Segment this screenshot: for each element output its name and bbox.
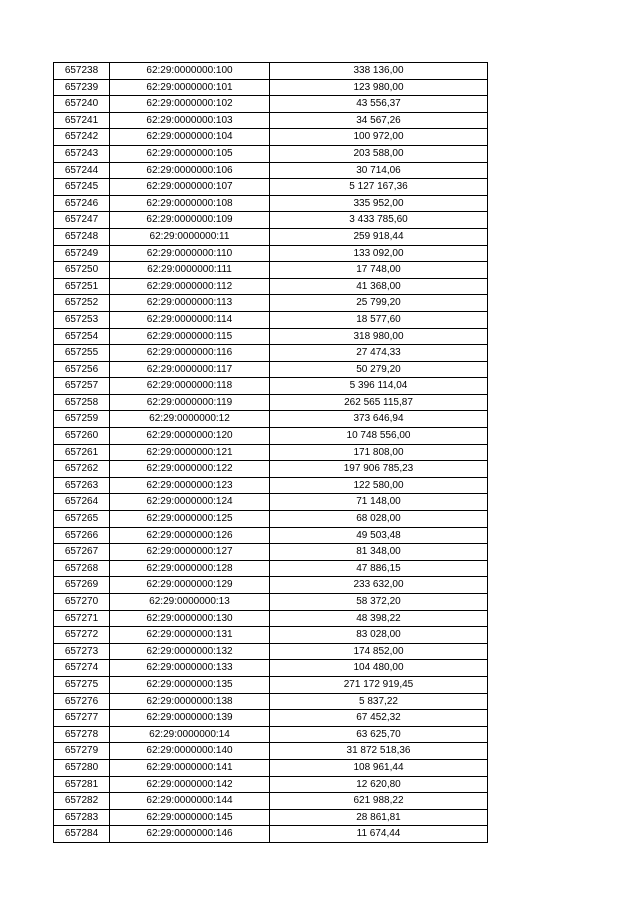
cadastral-number-cell: 62:29:0000000:107 xyxy=(110,179,270,196)
row-number-cell: 657247 xyxy=(54,212,110,229)
cadastral-value-cell: 50 279,20 xyxy=(270,361,488,378)
row-number-cell: 657263 xyxy=(54,477,110,494)
row-number-cell: 657252 xyxy=(54,295,110,312)
table-row xyxy=(54,826,488,843)
row-number-cell: 657281 xyxy=(54,776,110,793)
cadastral-number-cell: 62:29:0000000:102 xyxy=(110,96,270,113)
table-row xyxy=(54,693,488,710)
cadastral-number-cell: 62:29:0000000:120 xyxy=(110,428,270,445)
table-row xyxy=(54,361,488,378)
table-row xyxy=(54,96,488,113)
cadastral-number-cell: 62:29:0000000:122 xyxy=(110,461,270,478)
row-number-cell: 657260 xyxy=(54,428,110,445)
cadastral-value-cell: 71 148,00 xyxy=(270,494,488,511)
cadastral-value-cell: 17 748,00 xyxy=(270,262,488,279)
row-number-cell: 657265 xyxy=(54,511,110,528)
cadastral-number-cell: 62:29:0000000:109 xyxy=(110,212,270,229)
cadastral-number-cell: 62:29:0000000:108 xyxy=(110,195,270,212)
cadastral-value-cell: 43 556,37 xyxy=(270,96,488,113)
row-number-cell: 657273 xyxy=(54,643,110,660)
cadastral-value-cell: 5 127 167,36 xyxy=(270,179,488,196)
table-row xyxy=(54,643,488,660)
cadastral-number-cell: 62:29:0000000:114 xyxy=(110,311,270,328)
table-row xyxy=(54,477,488,494)
table-row xyxy=(54,112,488,129)
table-row xyxy=(54,378,488,395)
row-number-cell: 657280 xyxy=(54,759,110,776)
table-row xyxy=(54,527,488,544)
cadastral-value-cell: 5 837,22 xyxy=(270,693,488,710)
cadastral-number-cell: 62:29:0000000:115 xyxy=(110,328,270,345)
table-row xyxy=(54,776,488,793)
table-row xyxy=(54,79,488,96)
table-body xyxy=(54,63,488,843)
cadastral-value-cell: 108 961,44 xyxy=(270,759,488,776)
row-number-cell: 657277 xyxy=(54,710,110,727)
cadastral-value-table xyxy=(53,62,488,843)
cadastral-value-cell: 174 852,00 xyxy=(270,643,488,660)
cadastral-number-cell: 62:29:0000000:121 xyxy=(110,444,270,461)
cadastral-value-cell: 318 980,00 xyxy=(270,328,488,345)
table-row xyxy=(54,129,488,146)
row-number-cell: 657238 xyxy=(54,63,110,80)
cadastral-number-cell: 62:29:0000000:116 xyxy=(110,345,270,362)
row-number-cell: 657269 xyxy=(54,577,110,594)
row-number-cell: 657272 xyxy=(54,627,110,644)
cadastral-value-cell: 25 799,20 xyxy=(270,295,488,312)
cadastral-value-cell: 28 861,81 xyxy=(270,809,488,826)
table-row xyxy=(54,577,488,594)
row-number-cell: 657243 xyxy=(54,145,110,162)
row-number-cell: 657267 xyxy=(54,544,110,561)
cadastral-number-cell: 62:29:0000000:133 xyxy=(110,660,270,677)
cadastral-number-cell: 62:29:0000000:119 xyxy=(110,394,270,411)
cadastral-number-cell: 62:29:0000000:131 xyxy=(110,627,270,644)
cadastral-number-cell: 62:29:0000000:129 xyxy=(110,577,270,594)
row-number-cell: 657258 xyxy=(54,394,110,411)
table-row xyxy=(54,262,488,279)
table-row xyxy=(54,411,488,428)
table-row xyxy=(54,295,488,312)
table-row xyxy=(54,627,488,644)
table-row xyxy=(54,394,488,411)
cadastral-number-cell: 62:29:0000000:111 xyxy=(110,262,270,279)
row-number-cell: 657246 xyxy=(54,195,110,212)
cadastral-value-cell: 338 136,00 xyxy=(270,63,488,80)
cadastral-value-cell: 47 886,15 xyxy=(270,560,488,577)
table-row xyxy=(54,63,488,80)
table-row xyxy=(54,660,488,677)
cadastral-number-cell: 62:29:0000000:139 xyxy=(110,710,270,727)
row-number-cell: 657271 xyxy=(54,610,110,627)
row-number-cell: 657282 xyxy=(54,793,110,810)
row-number-cell: 657275 xyxy=(54,676,110,693)
cadastral-value-cell: 67 452,32 xyxy=(270,710,488,727)
cadastral-number-cell: 62:29:0000000:106 xyxy=(110,162,270,179)
table-row xyxy=(54,594,488,611)
cadastral-value-cell: 31 872 518,36 xyxy=(270,743,488,760)
table-row xyxy=(54,162,488,179)
row-number-cell: 657279 xyxy=(54,743,110,760)
table-row xyxy=(54,428,488,445)
row-number-cell: 657262 xyxy=(54,461,110,478)
cadastral-value-cell: 133 092,00 xyxy=(270,245,488,262)
cadastral-value-cell: 48 398,22 xyxy=(270,610,488,627)
cadastral-value-cell: 335 952,00 xyxy=(270,195,488,212)
row-number-cell: 657278 xyxy=(54,726,110,743)
cadastral-value-cell: 27 474,33 xyxy=(270,345,488,362)
row-number-cell: 657253 xyxy=(54,311,110,328)
cadastral-number-cell: 62:29:0000000:113 xyxy=(110,295,270,312)
cadastral-number-cell: 62:29:0000000:12 xyxy=(110,411,270,428)
table-row xyxy=(54,743,488,760)
cadastral-number-cell: 62:29:0000000:127 xyxy=(110,544,270,561)
table-row xyxy=(54,461,488,478)
row-number-cell: 657257 xyxy=(54,378,110,395)
cadastral-number-cell: 62:29:0000000:100 xyxy=(110,63,270,80)
cadastral-number-cell: 62:29:0000000:101 xyxy=(110,79,270,96)
cadastral-number-cell: 62:29:0000000:126 xyxy=(110,527,270,544)
row-number-cell: 657240 xyxy=(54,96,110,113)
row-number-cell: 657255 xyxy=(54,345,110,362)
cadastral-number-cell: 62:29:0000000:103 xyxy=(110,112,270,129)
cadastral-number-cell: 62:29:0000000:141 xyxy=(110,759,270,776)
cadastral-value-cell: 122 580,00 xyxy=(270,477,488,494)
table-row xyxy=(54,494,488,511)
table-row xyxy=(54,444,488,461)
cadastral-value-cell: 197 906 785,23 xyxy=(270,461,488,478)
cadastral-value-cell: 41 368,00 xyxy=(270,278,488,295)
cadastral-number-cell: 62:29:0000000:144 xyxy=(110,793,270,810)
cadastral-value-cell: 100 972,00 xyxy=(270,129,488,146)
row-number-cell: 657259 xyxy=(54,411,110,428)
cadastral-value-cell: 11 674,44 xyxy=(270,826,488,843)
cadastral-value-cell: 18 577,60 xyxy=(270,311,488,328)
cadastral-value-cell: 5 396 114,04 xyxy=(270,378,488,395)
table-row xyxy=(54,311,488,328)
cadastral-number-cell: 62:29:0000000:145 xyxy=(110,809,270,826)
table-row xyxy=(54,676,488,693)
table-row xyxy=(54,278,488,295)
row-number-cell: 657249 xyxy=(54,245,110,262)
cadastral-value-cell: 58 372,20 xyxy=(270,594,488,611)
cadastral-number-cell: 62:29:0000000:112 xyxy=(110,278,270,295)
cadastral-value-cell: 233 632,00 xyxy=(270,577,488,594)
row-number-cell: 657244 xyxy=(54,162,110,179)
row-number-cell: 657241 xyxy=(54,112,110,129)
row-number-cell: 657274 xyxy=(54,660,110,677)
cadastral-number-cell: 62:29:0000000:118 xyxy=(110,378,270,395)
cadastral-value-cell: 3 433 785,60 xyxy=(270,212,488,229)
cadastral-value-cell: 34 567,26 xyxy=(270,112,488,129)
cadastral-value-cell: 30 714,06 xyxy=(270,162,488,179)
table-row xyxy=(54,809,488,826)
cadastral-number-cell: 62:29:0000000:104 xyxy=(110,129,270,146)
table-row xyxy=(54,345,488,362)
cadastral-value-cell: 621 988,22 xyxy=(270,793,488,810)
table-row xyxy=(54,245,488,262)
cadastral-number-cell: 62:29:0000000:140 xyxy=(110,743,270,760)
table-row xyxy=(54,195,488,212)
row-number-cell: 657264 xyxy=(54,494,110,511)
row-number-cell: 657268 xyxy=(54,560,110,577)
cadastral-number-cell: 62:29:0000000:132 xyxy=(110,643,270,660)
table-row xyxy=(54,544,488,561)
table-row xyxy=(54,726,488,743)
row-number-cell: 657261 xyxy=(54,444,110,461)
cadastral-number-cell: 62:29:0000000:117 xyxy=(110,361,270,378)
row-number-cell: 657242 xyxy=(54,129,110,146)
cadastral-value-cell: 68 028,00 xyxy=(270,511,488,528)
cadastral-number-cell: 62:29:0000000:14 xyxy=(110,726,270,743)
cadastral-value-cell: 123 980,00 xyxy=(270,79,488,96)
row-number-cell: 657256 xyxy=(54,361,110,378)
table-row xyxy=(54,179,488,196)
cadastral-value-cell: 12 620,80 xyxy=(270,776,488,793)
table-row xyxy=(54,212,488,229)
cadastral-number-cell: 62:29:0000000:146 xyxy=(110,826,270,843)
table-row xyxy=(54,145,488,162)
cadastral-number-cell: 62:29:0000000:110 xyxy=(110,245,270,262)
table-row xyxy=(54,228,488,245)
row-number-cell: 657245 xyxy=(54,179,110,196)
cadastral-value-cell: 271 172 919,45 xyxy=(270,676,488,693)
cadastral-number-cell: 62:29:0000000:105 xyxy=(110,145,270,162)
cadastral-value-cell: 262 565 115,87 xyxy=(270,394,488,411)
row-number-cell: 657251 xyxy=(54,278,110,295)
cadastral-number-cell: 62:29:0000000:123 xyxy=(110,477,270,494)
row-number-cell: 657254 xyxy=(54,328,110,345)
table-row xyxy=(54,328,488,345)
table-row xyxy=(54,610,488,627)
cadastral-number-cell: 62:29:0000000:125 xyxy=(110,511,270,528)
cadastral-value-cell: 203 588,00 xyxy=(270,145,488,162)
cadastral-number-cell: 62:29:0000000:142 xyxy=(110,776,270,793)
cadastral-number-cell: 62:29:0000000:11 xyxy=(110,228,270,245)
row-number-cell: 657283 xyxy=(54,809,110,826)
row-number-cell: 657250 xyxy=(54,262,110,279)
cadastral-value-cell: 373 646,94 xyxy=(270,411,488,428)
row-number-cell: 657270 xyxy=(54,594,110,611)
cadastral-value-cell: 171 808,00 xyxy=(270,444,488,461)
table-row xyxy=(54,710,488,727)
cadastral-number-cell: 62:29:0000000:128 xyxy=(110,560,270,577)
row-number-cell: 657248 xyxy=(54,228,110,245)
table-row xyxy=(54,793,488,810)
cadastral-value-cell: 49 503,48 xyxy=(270,527,488,544)
cadastral-number-cell: 62:29:0000000:130 xyxy=(110,610,270,627)
cadastral-number-cell: 62:29:0000000:135 xyxy=(110,676,270,693)
table-row xyxy=(54,759,488,776)
cadastral-value-cell: 104 480,00 xyxy=(270,660,488,677)
cadastral-value-cell: 83 028,00 xyxy=(270,627,488,644)
row-number-cell: 657266 xyxy=(54,527,110,544)
cadastral-value-cell: 81 348,00 xyxy=(270,544,488,561)
cadastral-number-cell: 62:29:0000000:138 xyxy=(110,693,270,710)
table-row xyxy=(54,511,488,528)
row-number-cell: 657276 xyxy=(54,693,110,710)
row-number-cell: 657239 xyxy=(54,79,110,96)
table-row xyxy=(54,560,488,577)
cadastral-value-cell: 63 625,70 xyxy=(270,726,488,743)
cadastral-number-cell: 62:29:0000000:13 xyxy=(110,594,270,611)
cadastral-value-cell: 259 918,44 xyxy=(270,228,488,245)
row-number-cell: 657284 xyxy=(54,826,110,843)
cadastral-number-cell: 62:29:0000000:124 xyxy=(110,494,270,511)
cadastral-value-cell: 10 748 556,00 xyxy=(270,428,488,445)
